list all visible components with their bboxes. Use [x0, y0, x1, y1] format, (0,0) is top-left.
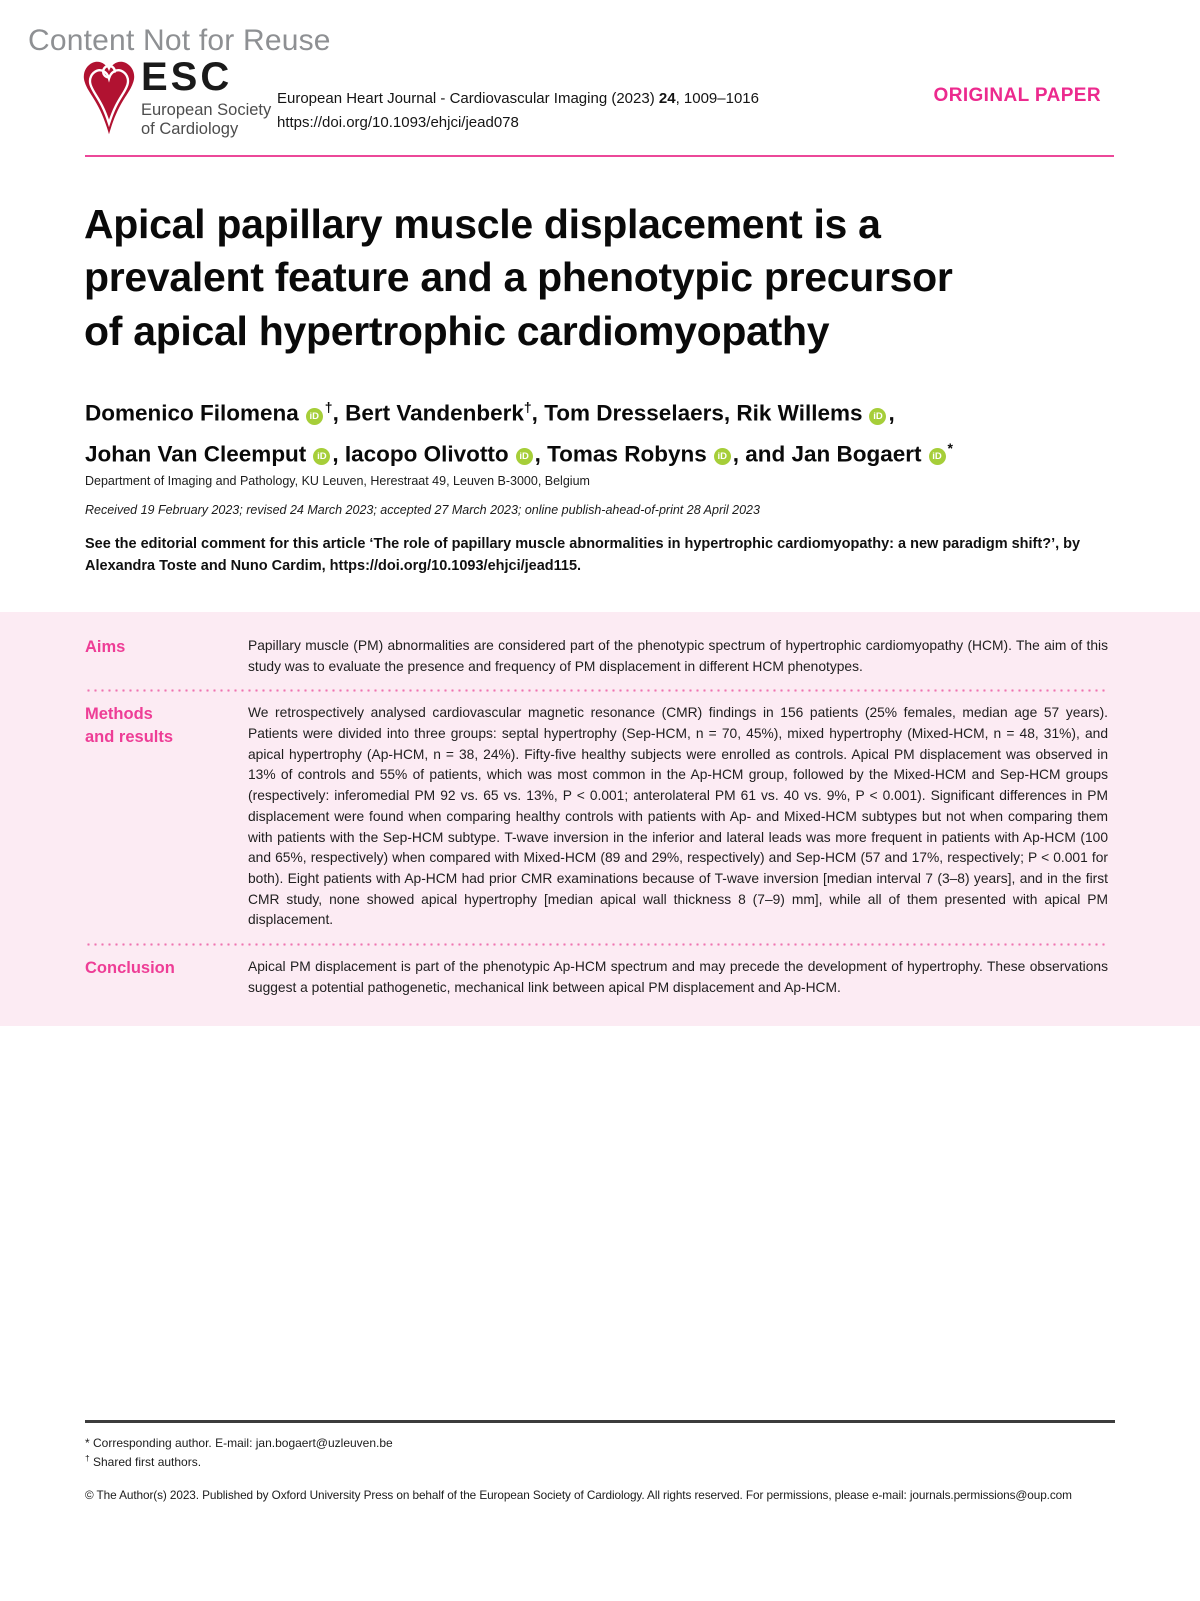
orcid-icon[interactable]: iD: [869, 408, 886, 425]
editorial-comment-note: See the editorial comment for this article ‘The role of papillary muscle abnormalities in hypertrophic cardiomyopathy: a new paradigm shift?’, by Alexandra Toste and Nuno Cardim, https://doi.org/10.1093/ehjci/jead115.: [85, 536, 1081, 575]
esc-society-line1: European Society: [141, 101, 272, 119]
esc-acronym: ESC: [141, 55, 233, 99]
shared-authors-footnote: [85, 1452, 1115, 1471]
author-list: [85, 390, 1125, 471]
author-line-2: [85, 431, 1125, 472]
author-separator: ,: [534, 441, 548, 466]
title-line1: Apical papillary muscle displacement is a: [84, 201, 881, 247]
abstract-box: [0, 612, 1200, 1026]
title-line3: of apical hypertrophic cardiomyopathy: [84, 307, 830, 354]
article-history: Received 19 February 2023; revised 24 March 2023; accepted 27 March 2023; online publish-ahead-of-print 28 April 2023: [85, 503, 760, 517]
doi-link[interactable]: https://doi.org/10.1093/ehjci/jead078: [277, 114, 519, 131]
affiliation: Department of Imaging and Pathology, KU Leuven, Herestraat 49, Leuven B-3000, Belgium: [85, 474, 590, 488]
author-line-1: [85, 390, 1125, 431]
methods-heading-line1: Methods: [85, 705, 153, 724]
author-separator: ,: [332, 441, 345, 466]
footnote-text[interactable]: Corresponding author. E-mail: jan.bogaert@uzleuven.be: [89, 1435, 393, 1450]
author-name: Jan Bogaert: [791, 441, 922, 466]
citation-journal: European Heart Journal - Cardiovascular Imaging (2023): [277, 90, 659, 107]
author-name: Tomas Robyns: [547, 441, 707, 466]
methods-heading: [85, 703, 248, 931]
abstract-conclusion-section: [85, 957, 1108, 998]
author-separator: ,: [888, 400, 895, 426]
citation-volume: 24: [658, 90, 676, 107]
esc-heart-logo-icon: [82, 56, 136, 144]
author-name: Iacopo Olivotto: [344, 441, 509, 466]
dotted-divider: [85, 689, 1108, 692]
orcid-icon[interactable]: iD: [313, 448, 330, 465]
page-footer: [85, 1420, 1115, 1502]
copyright-notice: © The Author(s) 2023. Published by Oxford University Press on behalf of the European Society of Cardiology. All rights reserved. For permissions, please e-mail: journals.permissions@oup.com: [85, 1488, 1072, 1503]
abstract-aims-section: [85, 636, 1108, 677]
esc-society-name: [141, 101, 271, 140]
corresponding-author-footnote: [85, 1435, 1115, 1452]
orcid-icon[interactable]: iD: [929, 448, 946, 465]
header-divider: [85, 155, 1114, 157]
original-paper-badge: ORIGINAL PAPER: [933, 85, 1101, 106]
article-title: [84, 198, 1124, 358]
orcid-icon[interactable]: iD: [714, 448, 731, 465]
title-line2: prevalent feature and a phenotypic precursor: [84, 254, 953, 301]
content-watermark: Content Not for Reuse: [28, 24, 331, 57]
author-separator: ,: [723, 400, 737, 426]
journal-citation: [277, 87, 759, 135]
footnote-marker: †: [85, 1452, 90, 1463]
methods-text: We retrospectively analysed cardiovascular magnetic resonance (CMR) findings in 156 patients (25% females, median age 57 years). Patients were divided into three groups: septal hypertrophy (Sep-HCM, n = 70, 45%), mixed hypertrophy (Mixed-HCM, n = 48, 31%), and apical hypertrophy (Ap-HCM, n = 38, 24%). Fifty-five healthy subjects were enrolled as controls. Apical PM displacement was observed in 13% of controls and 55% of patients, which was most common in the Ap-HCM group, followed by the Mixed-HCM and Sep-HCM groups (respectively: inferomedial PM 92 vs. 65 vs. 13%, P < 0.001; anterolateral PM 61 vs. 40 vs. 9%, P < 0.001). Significant differences in PM displacement were found when comparing healthy controls with patients with Ap- and Mixed-HCM subtypes but not when comparing them with patients with the Sep-HCM subtype. T-wave inversion in the inferior and lateral leads was more frequent in patients with Ap-HCM (100 and 65%, respectively) when compared with Mixed-HCM (89 and 29%, respectively) and Sep-HCM (57 and 17%, respectively; P < 0.001 for both). Eight patients with Ap-HCM had prior CMR examinations because of T-wave inversion [median interval 7 (3–8) years], and in the first CMR study, none showed apical hypertrophy [median apical wall thickness 8 (7–9) mm], while all of them presented with apical PM displacement.: [248, 705, 1108, 928]
footnote-marker: *: [85, 1435, 90, 1450]
author-mark: †: [523, 399, 532, 415]
conclusion-heading: Conclusion: [85, 958, 175, 977]
methods-heading-line2: and results: [85, 727, 174, 746]
esc-logo: [82, 56, 271, 144]
esc-logo-text: [141, 56, 271, 140]
author-name: Johan Van Cleemput: [85, 441, 307, 466]
footer-divider: [85, 1420, 1115, 1423]
orcid-icon[interactable]: iD: [516, 448, 533, 465]
aims-heading: Aims: [85, 638, 126, 656]
dotted-divider: [85, 943, 1108, 946]
author-mark: *: [947, 439, 953, 456]
esc-society-line2: of Cardiology: [141, 120, 239, 139]
footnote-text: Shared first authors.: [89, 1454, 202, 1469]
citation-line: [277, 87, 759, 111]
orcid-icon[interactable]: iD: [306, 408, 323, 425]
author-separator: , and: [732, 441, 792, 466]
author-mark: †: [324, 399, 333, 415]
author-name: Bert Vandenberk: [345, 400, 524, 426]
aims-text: Papillary muscle (PM) abnormalities are considered part of the phenotypic spectrum of hypertrophic cardiomyopathy (HCM). The aim of this study was to evaluate the presence and frequency of PM displacement in different HCM phenotypes.: [248, 638, 1108, 674]
conclusion-text: Apical PM displacement is part of the phenotypic Ap-HCM spectrum and may precede the development of hypertrophy. These observations suggest a potential pathogenetic, mechanical link between apical PM displacement and Ap-HCM.: [248, 958, 1108, 995]
author-separator: ,: [332, 400, 346, 426]
abstract-methods-section: [85, 703, 1108, 931]
author-name: Domenico Filomena: [85, 400, 299, 426]
author-name: Rik Willems: [736, 400, 863, 426]
author-name: Tom Dresselaers: [544, 400, 724, 426]
citation-pages: , 1009–1016: [675, 90, 759, 107]
author-separator: ,: [531, 400, 545, 426]
